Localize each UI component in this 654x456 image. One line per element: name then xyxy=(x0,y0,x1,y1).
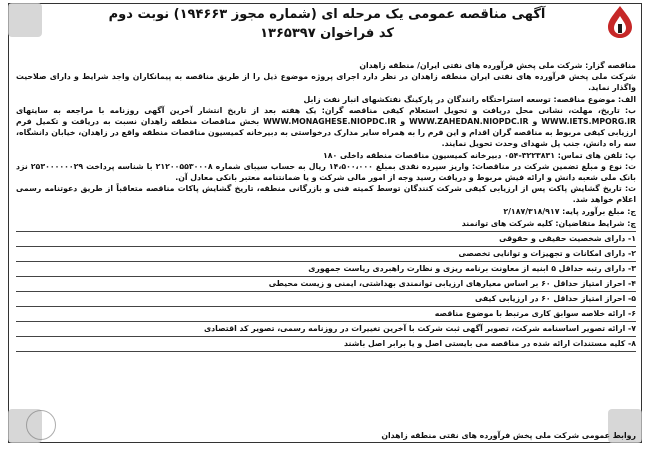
guarantee-details: ت: نوع و مبلغ تضمین شرکت در مناقصات: واریز سپرده نقدی بمبلغ ۱۴،۵۰۰،۰۰۰ ریال به حساب سیبای شماره ۲۱۲۰۰۵۵۳۰۰۰۸ با شناسه پرداخت ۲۵۳۰۰۰۰۰۰۲۹ نزد بانک ملی شعبه دانش و ارائه فیش مربوط و دریافت رسید وجه از امور مالی شرکت و یا ضمانتنامه معتبر بانکی معادل آن. xyxy=(16,161,636,183)
intro-paragraph: شرکت ملی پخش فرآورده های نفتی ایران منطقه زاهدان در نظر دارد اجرای پروژه موضوع ذیل را از طریق مناقصه به پیمانکاران واجد شرایط و دارای صلاحیت واگذار نماید. xyxy=(16,72,636,93)
niopdc-logo-icon xyxy=(604,4,636,40)
notice-header xyxy=(90,6,564,43)
tender-holder: مناقصه گزار: شرکت ملی پخش فرآورده های نفتی ایران/ منطقه زاهدان xyxy=(359,61,636,70)
condition-item: ۵- احراز امتیاز حداقل ۶۰ در ارزیابی کیفی xyxy=(16,292,636,307)
submission-details: ب: تاریخ، مهلت، نشانی محل دریافت و تحویل استعلام کیفی مناقصه گران: یک هفته بعد از تاریخ انتشار آخرین آگهی روزنامه با مراجعه به سایتهای WWW.IETS.MPORG.IR و WWW.ZAHEDAN.NIOPDC.IR و WWW.MONAGHESE.NIOPDC.IR بخش مناقصات منطقه زاهدان نسبت به دریافت و تکمیل فرم ارزیابی کیفی مربوط به مناقصه گران اقدام و این فرم را به همراه سایر مدارک درخواستی به دبیرخانه کمیسیون مناقصات منطقه واقع در زاهدان، خیابان دانشگاه، سه راه دانش، جنب پل شهدای وحدت تحویل نمایند. xyxy=(16,105,636,149)
footer-signature: روابط عمومی شرکت ملی پخش فرآورده های نفتی منطقه زاهدان xyxy=(381,431,636,440)
condition-item: ۷- ارائه تصویر اساسنامه شرکت، تصویر آگهی ثبت شرکت با آخرین تغییرات در روزنامه رسمی، تصویر کد اقتصادی xyxy=(16,322,636,337)
tender-subject: الف: موضوع مناقصه: توسعه استراحتگاه رانندگان در پارکینگ نفتکشهای انبار نفت زابل xyxy=(303,94,636,104)
corner-ornament-top-left xyxy=(8,3,42,37)
contact-phones: پ: تلفن های تماس: ۳۲۲۳۸۳۱-۰۵۴ دبیرخانه کمیسیون مناقصات منطقه داخلی ۱۸۰ xyxy=(323,150,636,160)
notice-body xyxy=(16,60,636,352)
condition-item: ۱- دارای شخصیت حقیقی و حقوقی xyxy=(16,232,636,247)
base-estimate: ج: مبلغ برآورد پایه: ۲/۱۸۷/۳۱۸/۹۱۷ xyxy=(503,206,636,216)
tender-code: کد فراخوان ۱۳۶۵۳۹۷ xyxy=(260,26,394,41)
condition-item: ۳- دارای رتبه حداقل ۵ ابنیه از معاونت برنامه ریزی و نظارت راهبردی ریاست جمهوری xyxy=(16,262,636,277)
condition-item: ۴- احراز امتیاز حداقل ۶۰ بر اساس معیارهای ارزیابی توانمندی بهداشتی، ایمنی و زیست محیطی xyxy=(16,277,636,292)
notice-title: آگهی مناقصه عمومی یک مرحله ای (شماره مجوز ۱۹۴۶۶۳) نوبت دوم xyxy=(108,7,546,22)
condition-item: ۲- دارای امکانات و تجهیزات و توانایی تخصصی xyxy=(16,247,636,262)
seal-icon xyxy=(26,410,56,440)
opening-date: ث: تاریخ گشایش پاکت پس از ارزیابی کیفی شرکت کنندگان توسط کمیته فنی و بازرگانی منطقه، تاریخ گشایش پاکات مناقصه متعاقباً از طریق دعوتنامه رسمی اعلام خواهد شد. xyxy=(16,184,636,205)
applicant-conditions: چ: شرایط متقاضیان: کلیه شرکت های توانمند xyxy=(16,217,636,232)
condition-item: ۸- کلیه مستندات ارائه شده در مناقصه می بایستی اصل و یا برابر اصل باشند xyxy=(16,337,636,352)
condition-item: ۶- ارائه خلاصه سوابق کاری مرتبط با موضوع مناقصه xyxy=(16,307,636,322)
